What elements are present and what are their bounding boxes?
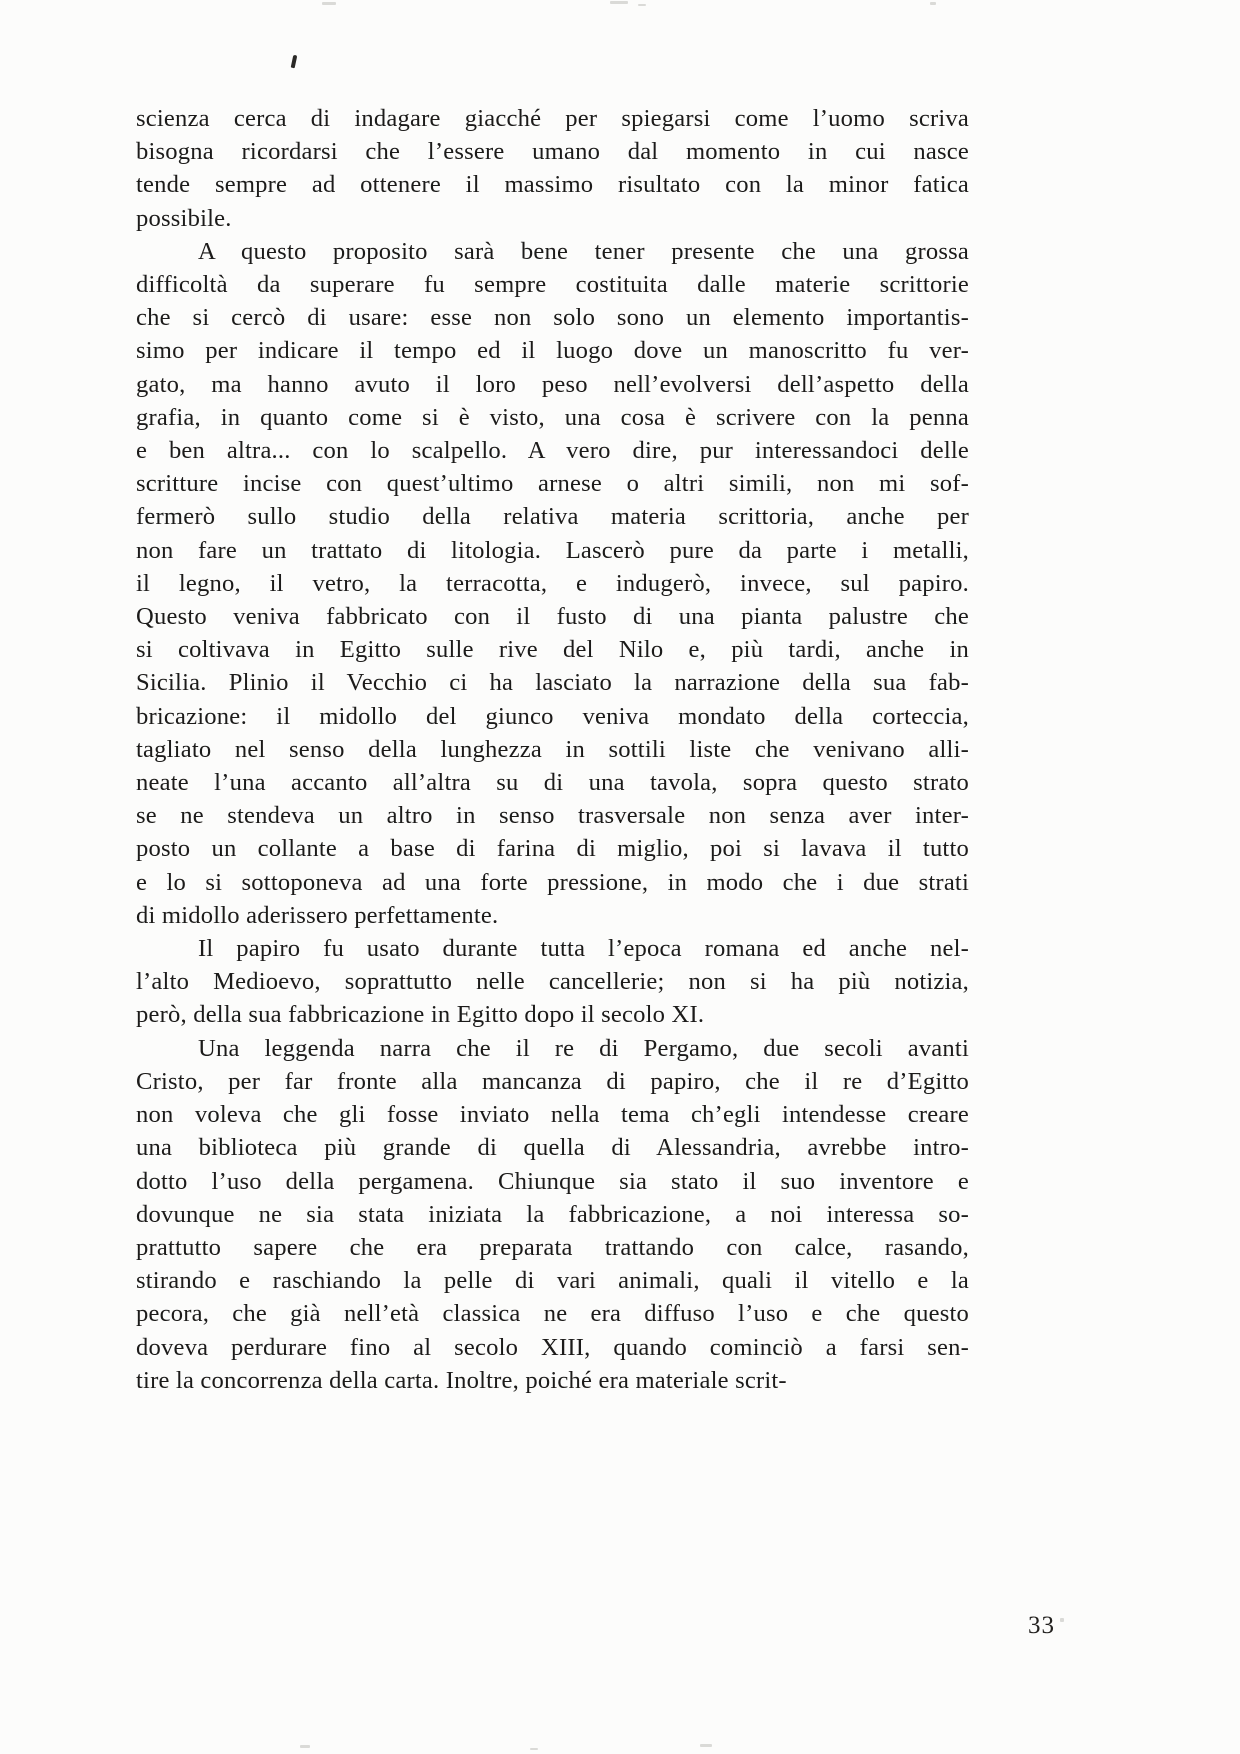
text-line: Il papiro fu usato durante tutta l’epoca romana ed anche nel- xyxy=(198,935,969,963)
text-line: simo per indicare il tempo ed il luogo dove un manoscritto fu ver- xyxy=(136,337,969,365)
text-line: possibile. xyxy=(136,204,232,232)
text-line: bisogna ricordarsi che l’essere umano dal momento in cui nasce xyxy=(136,138,969,166)
text-line: se ne stendeva un altro in senso trasversale non senza aver inter- xyxy=(136,802,969,830)
text-line: fermerò sullo studio della relativa materia scrittoria, anche per xyxy=(136,503,969,531)
text-line: dotto l’uso della pergamena. Chiunque sia stato il suo inventore e xyxy=(136,1167,969,1195)
text-line: prattutto sapere che era preparata trattando con calce, rasando, xyxy=(136,1233,969,1261)
text-line: una biblioteca più grande di quella di Alessandria, avrebbe intro- xyxy=(136,1134,969,1162)
page-number: 33 xyxy=(1028,1612,1055,1639)
text-line: scienza cerca di indagare giacché per spiegarsi come l’uomo scriva xyxy=(136,105,969,132)
scan-artifact xyxy=(930,2,936,5)
scan-artifact xyxy=(300,1745,310,1748)
text-line: Cristo, per far fronte alla mancanza di papiro, che il re d’Egitto xyxy=(136,1067,969,1095)
text-line: tire la concorrenza della carta. Inoltre, poiché era materiale scrit- xyxy=(136,1366,787,1394)
text-line: si coltivava in Egitto sulle rive del Nilo e, più tardi, anche in xyxy=(136,636,969,664)
scan-artifact xyxy=(322,2,336,5)
text-line: di midollo aderissero perfettamente. xyxy=(136,901,499,929)
text-line: grafia, in quanto come si è visto, una cosa è scrivere con la penna xyxy=(136,403,969,431)
text-line: dovunque ne sia stata iniziata la fabbricazione, a noi interessa so- xyxy=(136,1200,969,1228)
text-line: stirando e raschiando la pelle di vari animali, quali il vitello e la xyxy=(136,1267,969,1295)
text-line: Sicilia. Plinio il Vecchio ci ha lasciato la narrazione della sua fab- xyxy=(136,669,969,697)
scan-artifact xyxy=(1060,1618,1064,1622)
scan-artifact xyxy=(291,55,298,69)
text-line: l’alto Medioevo, soprattutto nelle cancellerie; non si ha più notizia, xyxy=(136,968,969,996)
text-line: gato, ma hanno avuto il loro peso nell’evolversi dell’aspetto della xyxy=(136,370,969,398)
text-line: pecora, che già nell’età classica ne era diffuso l’uso e che questo xyxy=(136,1300,969,1328)
text-line: difficoltà da superare fu sempre costituita dalle materie scrittorie xyxy=(136,271,969,299)
body-text xyxy=(136,102,969,1397)
text-line: il legno, il vetro, la terracotta, e indugerò, invece, sul papiro. xyxy=(136,569,969,597)
text-line: Una leggenda narra che il re di Pergamo, due secoli avanti xyxy=(198,1034,969,1062)
text-line: e ben altra... con lo scalpello. A vero dire, pur interessandoci delle xyxy=(136,437,969,465)
text-line: Questo veniva fabbricato con il fusto di una pianta palustre che xyxy=(136,603,969,631)
text-line: tagliato nel senso della lunghezza in sottili liste che venivano alli- xyxy=(136,735,969,763)
text-line: bricazione: il midollo del giunco veniva mondato della corteccia, xyxy=(136,702,969,730)
text-line: non fare un trattato di litologia. Lascerò pure da parte i metalli, xyxy=(136,536,969,564)
text-line: e lo si sottoponeva ad una forte pressione, in modo che i due strati xyxy=(136,868,969,896)
scan-artifact xyxy=(530,1748,538,1750)
text-line: non voleva che gli fosse inviato nella tema ch’egli intendesse creare xyxy=(136,1101,969,1129)
scan-artifact xyxy=(700,1744,712,1747)
text-line: tende sempre ad ottenere il massimo risultato con la minor fatica xyxy=(136,171,969,199)
text-line: A questo proposito sarà bene tener presente che una grossa xyxy=(198,237,969,265)
text-line: che si cercò di usare: esse non solo sono un elemento importantis- xyxy=(136,304,969,332)
scan-artifact xyxy=(610,1,628,4)
text-line: doveva perdurare fino al secolo XIII, quando cominciò a farsi sen- xyxy=(136,1333,969,1361)
text-line: neate l’una accanto all’altra su di una tavola, sopra questo strato xyxy=(136,769,969,797)
text-line: scritture incise con quest’ultimo arnese o altri simili, non mi sof- xyxy=(136,470,969,498)
text-line: posto un collante a base di farina di miglio, poi si lavava il tutto xyxy=(136,835,969,863)
text-line: però, della sua fabbricazione in Egitto dopo il secolo XI. xyxy=(136,1001,705,1029)
scan-artifact xyxy=(638,4,646,6)
